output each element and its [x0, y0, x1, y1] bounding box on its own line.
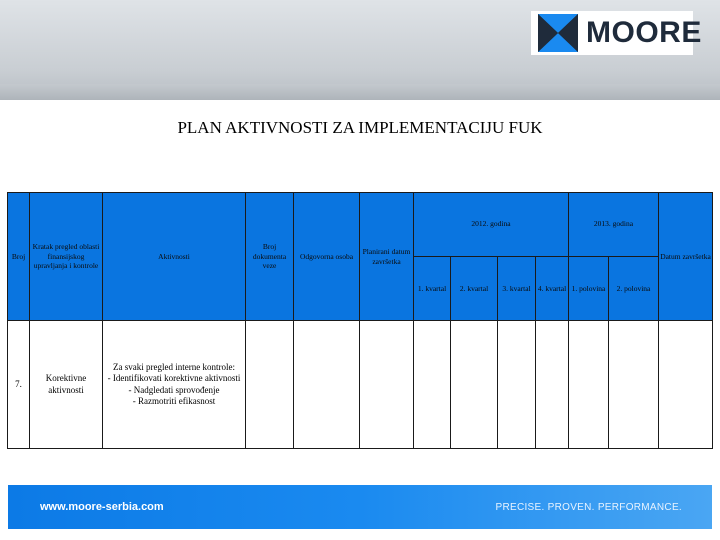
header-stripe [0, 84, 720, 100]
header-datum-zavrsetka: Datum završetka [659, 193, 713, 321]
row-q1 [414, 321, 451, 449]
header-year-2013: 2013. godina [569, 193, 659, 257]
row-datum-zavrsetka [659, 321, 713, 449]
row-aktivnosti [103, 321, 246, 449]
row-q2 [451, 321, 498, 449]
row-broj-dokumenta [246, 321, 294, 449]
activity-line: Za svaki pregled interne kontrole: [113, 362, 235, 372]
footer-website-link[interactable]: www.moore-serbia.com [40, 501, 164, 513]
header-period-h1: 1. polovina [569, 257, 609, 321]
header-period-q2: 2. kvartal [451, 257, 498, 321]
moore-logo-icon [538, 14, 578, 52]
activity-line: - Nadgledati sprovođenje [128, 384, 220, 395]
header-broj-dokumenta: Broj dokumenta veze [246, 193, 294, 321]
header-period-q1: 1. kvartal [414, 257, 451, 321]
header-odgovorna-osoba: Odgovorna osoba [294, 193, 360, 321]
row-q4 [536, 321, 569, 449]
header-year-2012: 2012. godina [414, 193, 569, 257]
header-period-q3: 3. kvartal [498, 257, 536, 321]
page-title: PLAN AKTIVNOSTI ZA IMPLEMENTACIJU FUK [177, 118, 543, 137]
activity-plan-table [7, 192, 713, 449]
activity-line: - Identifikovati korektivne aktivnosti [107, 373, 241, 384]
header-broj: Broj [8, 193, 30, 321]
row-h1 [569, 321, 609, 449]
logo-wordmark: MOORE [586, 16, 702, 49]
row-oblast: Korektivne aktivnosti [30, 321, 103, 449]
row-broj: 7. [8, 321, 30, 449]
header-aktivnosti: Aktivnosti [103, 193, 246, 321]
row-q3 [498, 321, 536, 449]
row-odgovorna-osoba [294, 321, 360, 449]
footer-banner [8, 485, 712, 529]
header-period-q4: 4. kvartal [536, 257, 569, 321]
footer-tagline: PRECISE. PROVEN. PERFORMANCE. [495, 502, 682, 513]
row-h2 [609, 321, 659, 449]
row-planirani-datum [360, 321, 414, 449]
header-oblast: Kratak pregled oblasti finansijskog upravljanja i kontrole [30, 193, 103, 321]
activity-line: - Razmotriti efikasnost [132, 395, 216, 406]
header-planirani-datum: Planirani datum završetka [360, 193, 414, 321]
header-period-h2: 2. polovina [609, 257, 659, 321]
